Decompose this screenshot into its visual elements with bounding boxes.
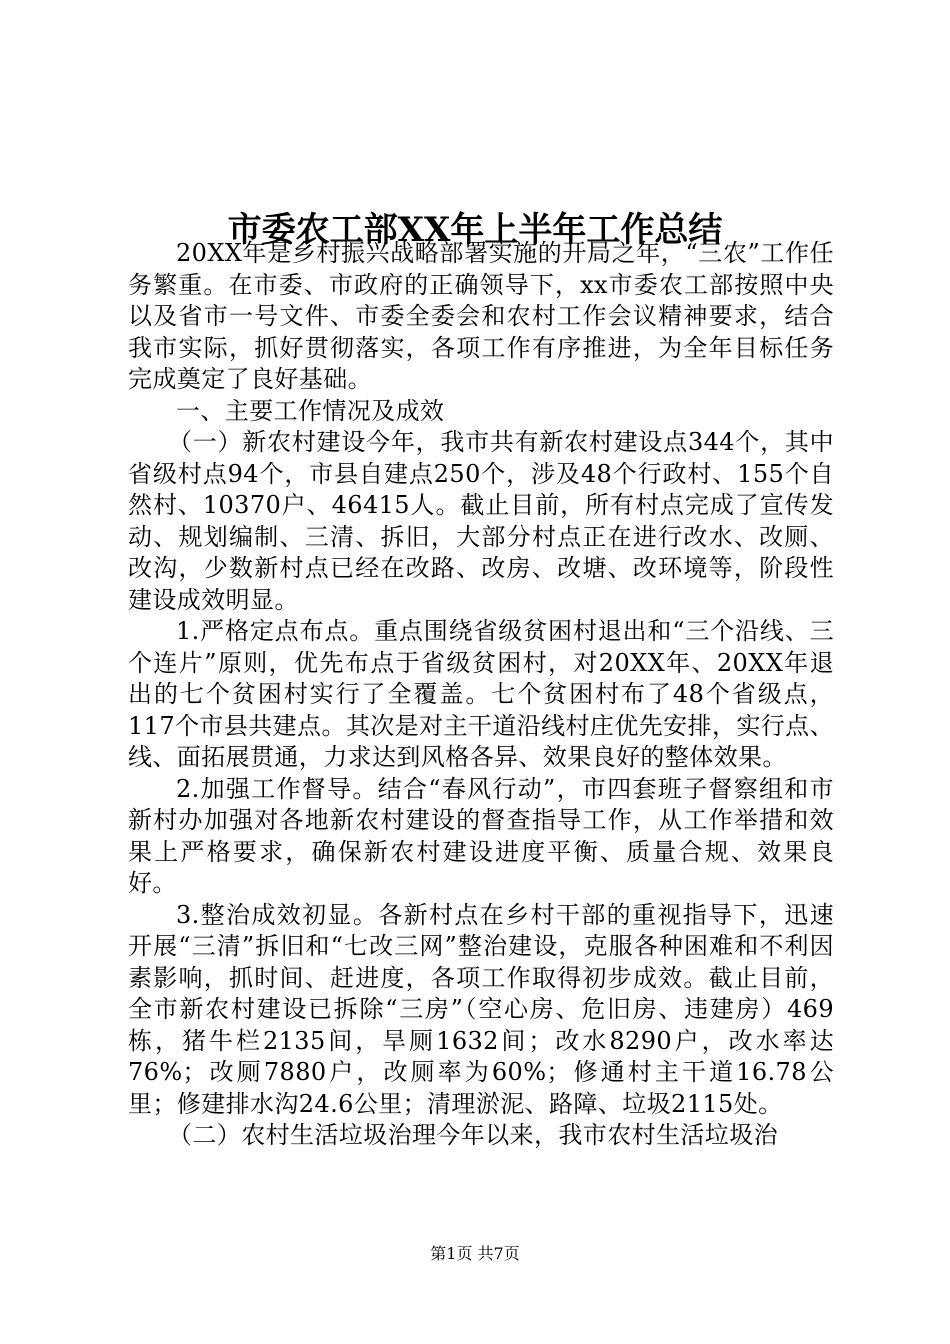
page-footer: 第1页 共7页 [430, 1244, 520, 1263]
item-paragraph-3: 3.整治成效初显。各新村点在乡村干部的重视指导下，迅速开展“三清”拆旧和“七改三网”整治建设，克服各种困难和不利因素影响，抓时间、赶进度，各项工作取得初步成效。截止目前，全市新农村建设已拆除“三房”（空心房、危旧房、违建房）469栋，猪牛栏2135间，旱厕1632间；改水8290户，改水率达76%；改厕7880户，改厕率为60%；修通村主干道16.78公里；修建排水沟24.6公里；清理淤泥、路障、垃圾2115处。 [128, 900, 834, 1118]
document-title: 市委农工部XX年上半年工作总结 [227, 209, 723, 250]
section-heading: 一、主要工作情况及成效 [176, 396, 445, 425]
item-paragraph-1: 1.严格定点布点。重点围绕省级贫困村退出和“三个沿线、三个连片”原则，优先布点于省级贫困村，对20XX年、20XX年退出的七个贫困村实行了全覆盖。七个贫困村布了48个省级点，117个市县共建点。其次是对主干道沿线村庄优先安排，实行点、线、面拓展贯通，力求达到风格各异、效果良好的整体效果。 [128, 617, 834, 771]
document-body [128, 238, 834, 1152]
subsection-paragraph-1: （一）新农村建设今年，我市共有新农村建设点344个，其中省级村点94个，市县自建点250个，涉及48个行政村、155个自然村、10370户、46415人。截止目前，所有村点完成了宣传发动、规划编制、三清、拆旧，大部分村点正在进行改水、改厕、改沟，少数新村点已经在改路、改房、改塘、改环境等，阶段性建设成效明显。 [128, 428, 834, 614]
intro-paragraph: 20XX年是乡村振兴战略部署实施的开局之年，“三农”工作任务繁重。在市委、市政府的正确领导下，xx市委农工部按照中央以及省市一号文件、市委全委会和农村工作会议精神要求，结合我市实际，抓好贯彻落实，各项工作有序推进，为全年目标任务完成奠定了良好基础。 [128, 239, 834, 393]
item-paragraph-2: 2.加强工作督导。结合“春风行动”，市四套班子督察组和市新村办加强对各地新农村建设的督查指导工作，从工作举措和效果上严格要求，确保新农村建设进度平衡、质量合规、效果良好。 [128, 774, 834, 897]
subsection-paragraph-2: （二）农村生活垃圾治理今年以来，我市农村生活垃圾治 [168, 1121, 778, 1149]
